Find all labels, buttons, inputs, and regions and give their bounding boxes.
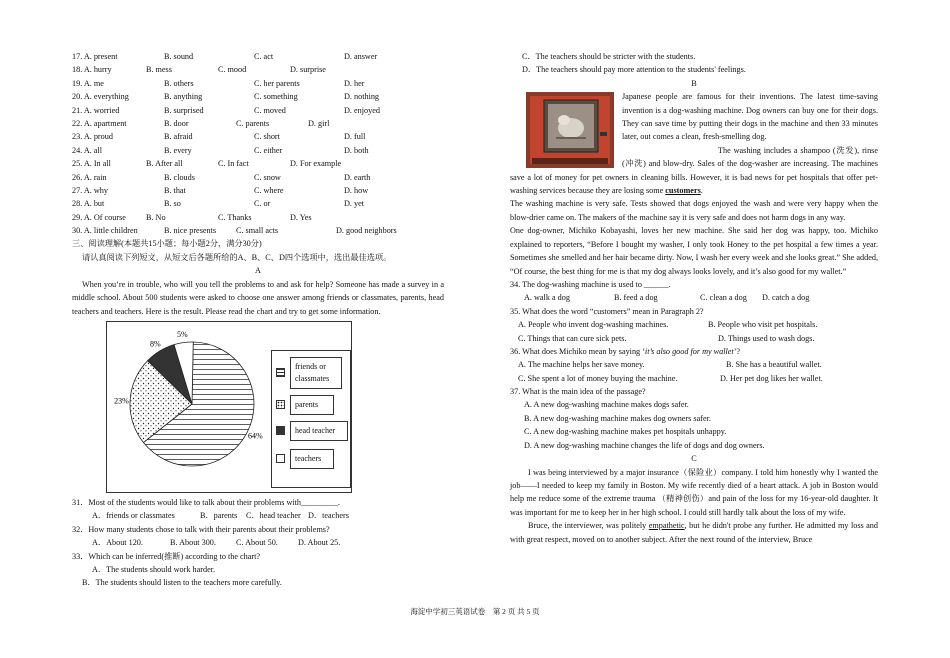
q31-options [72, 509, 444, 522]
cloze-option-c: C. mood [218, 65, 247, 75]
cloze-option-b: B. nice presents [164, 226, 217, 236]
cloze-option-b: B. clouds [164, 172, 195, 182]
q32-option-a: A．About 120. [92, 538, 143, 548]
passage-c-label: C [691, 454, 697, 464]
cloze-option-b: B. others [164, 78, 194, 88]
q37-option-d: D. A new dog-washing machine changes the life of dogs and dog owners. [524, 440, 765, 450]
cloze-option-c: C. short [254, 132, 280, 142]
right-column [510, 50, 878, 546]
cloze-option-d: D. nothing [344, 92, 380, 102]
q33-option-a: A．The students should work harder. [92, 564, 216, 574]
cloze-option-row [72, 104, 444, 117]
passage-a-label: A [255, 266, 261, 276]
legend-swatch [276, 368, 285, 377]
dog-washing-machine-photo [526, 92, 614, 168]
q32-option-c: C. About 50. [236, 538, 278, 548]
q34-option-c: C. clean a dog [700, 293, 747, 303]
q37-option-c: C. A new dog-washing machine makes pet hospitals unhappy. [524, 427, 727, 437]
cloze-option-d: D. answer [344, 52, 378, 61]
legend-swatch [276, 426, 285, 435]
cloze-option-b: B. No [146, 212, 166, 222]
cloze-option-d: D. enjoyed [344, 105, 380, 115]
cloze-option-row [72, 144, 444, 157]
cloze-option-row [72, 50, 444, 63]
q33-option-b: B．The students should listen to the teachers more carefully. [82, 578, 282, 588]
q33-option-c: C．The teachers should be stricter with the students. [522, 52, 696, 61]
cloze-options-list [72, 50, 444, 237]
q33-text: 33．Which can be inferred(推断) according to the chart? [72, 551, 261, 561]
cloze-option-a: 23. A. proud [72, 132, 113, 142]
cloze-option-row [72, 211, 444, 224]
cloze-option-row [72, 184, 444, 197]
cloze-option-d: D. her [344, 78, 365, 88]
cloze-option-d: D. surprise [290, 65, 326, 75]
cloze-option-c: C. where [254, 185, 284, 195]
cloze-option-c: C. her parents [254, 78, 300, 88]
q31-option-d: D．teachers [308, 511, 349, 521]
q32-option-b: B. About 300. [170, 538, 216, 548]
passage-b-para2: The washing includes a shampoo (洗发), rinse (冲洗) and blow-dry. Sales of the dog-washer are increasing. The machines save a lot of money for pet owners in cleaning bills. However, it is bad news for pet hospitals that offer pet-washing services because they are losing some customers. [510, 145, 878, 196]
q37-option-b: B. A new dog-washing machine makes dog owners safer. [524, 413, 711, 423]
q31-text: 31．Most of the students would like to talk about their problems with_________. [72, 497, 340, 507]
passage-b-para3: The washing machine is very safe. Tests showed that dogs enjoyed the wash and were very happy when the blow-drier came on. The makers of the machine say it is very safe and does not harm dogs in any way. [510, 199, 878, 222]
cloze-option-c: C. snow [254, 172, 281, 182]
cloze-option-b: B. afraid [164, 132, 193, 142]
q32-option-d: D. About 25. [298, 538, 341, 548]
cloze-option-row [72, 197, 444, 210]
q31-option-b: B．parents [200, 511, 238, 521]
q36-option-a: A. The machine helps her save money. [518, 360, 645, 370]
customers-word: customers [665, 186, 701, 196]
q34-options [510, 291, 878, 304]
q33-option-d: D．The teachers should pay more attention to the students' feelings. [522, 65, 746, 75]
section3-instructions: 请认真阅读下列短文，从短文后各题所给的A、B、C、D四个选项中，选出最佳选项。 [82, 252, 392, 262]
cloze-option-a: 27. A. why [72, 185, 108, 195]
q36-option-b: B. She has a beautiful wallet. [726, 360, 822, 370]
cloze-option-c: C. In fact [218, 159, 249, 169]
passage-b-para1: Japanese people are famous for their inventions. The latest time-saving invention is a dog-washing machine. Dog owners can buy one for their dogs. They can save time by putting their dogs in the machine and then 33 minutes later, out comes a clean, fresh-smelling dog. [622, 92, 878, 142]
q32-options [72, 536, 444, 549]
cloze-option-b: B. door [164, 118, 189, 128]
cloze-option-d: D. For example [290, 159, 342, 169]
cloze-option-a: 19. A. me [72, 78, 104, 88]
q35-option-b: B. People who visit pet hospitals. [708, 320, 818, 330]
q35-text: 35. What does the word “customers” mean in Paragraph 2? [510, 306, 704, 316]
legend-label: parents [290, 395, 334, 415]
legend-swatch [276, 454, 285, 463]
cloze-option-b: B. After all [146, 159, 183, 169]
empathetic-word: empathetic [648, 521, 685, 531]
cloze-option-d: D. good neighbors [336, 226, 397, 236]
cloze-option-row [72, 130, 444, 143]
q35-option-c: C. Things that can cure sick pets. [518, 333, 627, 343]
cloze-option-a: 24. A. all [72, 145, 103, 155]
passage-c-para1: I was being interviewed by a major insurance（保险业）company. I told him honestly why I wanted the job——I needed to keep my family in Boston. My wife recently died of a heart attack. A job in Boston would help me reduce some of the extreme trauma （精神创伤）and pain of the loss for my 16-year-old daughter. It was important for me to keep her in her high school. I could still hardly talk about the loss of my wife. [510, 467, 878, 517]
q35-option-a: A. People who invent dog-washing machines. [518, 320, 669, 330]
q31-option-a: A．friends or classmates [92, 511, 175, 521]
pie-chart-figure [106, 321, 352, 493]
passage-a-text: When you’re in trouble, who will you tell the problems to and ask for help? Someone has made a survey in a middle school. About 500 students were asked to choose one answer among friends or classmates, parents, head teachers and teachers. Here is the result. Please read the chart and try to get some information. [72, 279, 444, 316]
cloze-option-a: 30. A. little children [72, 226, 138, 236]
cloze-option-b: B. sound [164, 52, 194, 61]
cloze-option-row [72, 63, 444, 76]
cloze-option-row [72, 90, 444, 103]
pie-pct-label: 23% [114, 396, 129, 406]
cloze-option-b: B. so [164, 199, 181, 209]
pie-pct-label: 5% [176, 329, 188, 339]
cloze-option-c: C. act [254, 52, 274, 61]
cloze-option-b: B. anything [164, 92, 203, 102]
cloze-option-a: 21. A. worried [72, 105, 120, 115]
q32-text: 32．How many students chose to talk with their parents about their problems? [72, 524, 330, 534]
cloze-option-a: 26. A. rain [72, 172, 107, 182]
passage-c-para2: Bruce, the interviewer, was politely empathetic, but he didn't probe any further. He admitted my loss and with great respect, moved on to another subject. After the next round of the interview, Bruce [510, 521, 878, 544]
passage-b-para4: One dog-owner, Michiko Kobayashi, loves her new machine. She said her dog was happy, too. Michiko explained to reporters, “Before I bought my washer, I only took Honey to the pet hospital a few times a year. Sometimes she smelled and her hair became dirty. Now, I wash her every week and she looks great.” She added, “Of course, the best thing for me is that my dog always looks lovely, and it’s also good for my wallet.” [510, 226, 878, 276]
legend-swatch [276, 400, 285, 409]
q31-option-c: C．head teacher [246, 511, 301, 521]
q36-options-row1 [510, 358, 878, 371]
chart-legend [271, 350, 351, 488]
page-footer: 海淀中学初三英语试卷 第 2 页 共 5 页 [410, 607, 540, 616]
cloze-option-a: 20. A. everything [72, 92, 129, 102]
legend-label: head teacher [290, 421, 348, 441]
q36-option-d: D. Her pet dog likes her wallet. [720, 373, 823, 383]
q35-options-row2 [510, 332, 878, 345]
cloze-option-a: 17. A. present [72, 52, 118, 61]
cloze-option-c: C. parents [236, 118, 270, 128]
q35-option-d: D. Things used to wash dogs. [718, 333, 815, 343]
section3-title: 三、阅读理解(本题共15小题；每小题2分，满分30分) [72, 239, 262, 249]
passage-b-label: B [691, 78, 697, 88]
cloze-option-c: C. either [254, 145, 283, 155]
left-column [72, 50, 444, 590]
cloze-option-c: C. small acts [236, 226, 279, 236]
cloze-option-c: C. Thanks [218, 212, 252, 222]
cloze-option-a: 25. A. In all [72, 159, 111, 169]
q34-option-b: B. feed a dog [614, 293, 658, 303]
legend-label: teachers [290, 449, 334, 469]
q36-option-c: C. She spent a lot of money buying the machine. [518, 373, 678, 383]
q37-text: 37. What is the main idea of the passage? [510, 387, 646, 397]
cloze-option-b: B. mess [146, 65, 172, 75]
cloze-option-c: C. or [254, 199, 271, 209]
cloze-option-a: 18. A. hurry [72, 65, 112, 75]
q34-text: 34. The dog-washing machine is used to ______. [510, 279, 671, 289]
cloze-option-b: B. that [164, 185, 186, 195]
cloze-option-row [72, 171, 444, 184]
pie-pct-label: 64% [247, 431, 263, 441]
cloze-option-d: D. Yes [290, 212, 312, 222]
cloze-option-row [72, 77, 444, 90]
cloze-option-c: C. moved [254, 105, 286, 115]
cloze-option-d: D. girl [308, 118, 330, 128]
cloze-option-d: D. how [344, 185, 369, 195]
q35-options-row1 [510, 318, 878, 331]
cloze-option-b: B. surprised [164, 105, 204, 115]
q34-option-a: A. walk a dog [524, 293, 570, 303]
q36-options-row2 [510, 372, 878, 385]
cloze-option-a: 22. A. apartment [72, 118, 127, 128]
cloze-option-row [72, 157, 444, 170]
cloze-option-c: C. something [254, 92, 298, 102]
q34-option-d: D. catch a dog [762, 293, 810, 303]
cloze-option-a: 29. A. Of course [72, 212, 126, 222]
cloze-option-d: D. both [344, 145, 369, 155]
legend-label: friends or classmates [290, 357, 342, 389]
q37-option-a: A. A new dog-washing machine makes dogs safer. [524, 400, 689, 410]
cloze-option-b: B. every [164, 145, 192, 155]
cloze-option-d: D. full [344, 132, 366, 142]
q36-text: 36. What does Michiko mean by saying ‘it’s also good for my wallet’? [510, 346, 741, 356]
cloze-option-row [72, 117, 444, 130]
pie-pct-label: 8% [149, 339, 161, 349]
cloze-option-row [72, 224, 444, 237]
cloze-option-a: 28. A. but [72, 199, 105, 209]
cloze-option-d: D. yet [344, 199, 365, 209]
pie-chart [107, 322, 277, 492]
cloze-option-d: D. earth [344, 172, 371, 182]
